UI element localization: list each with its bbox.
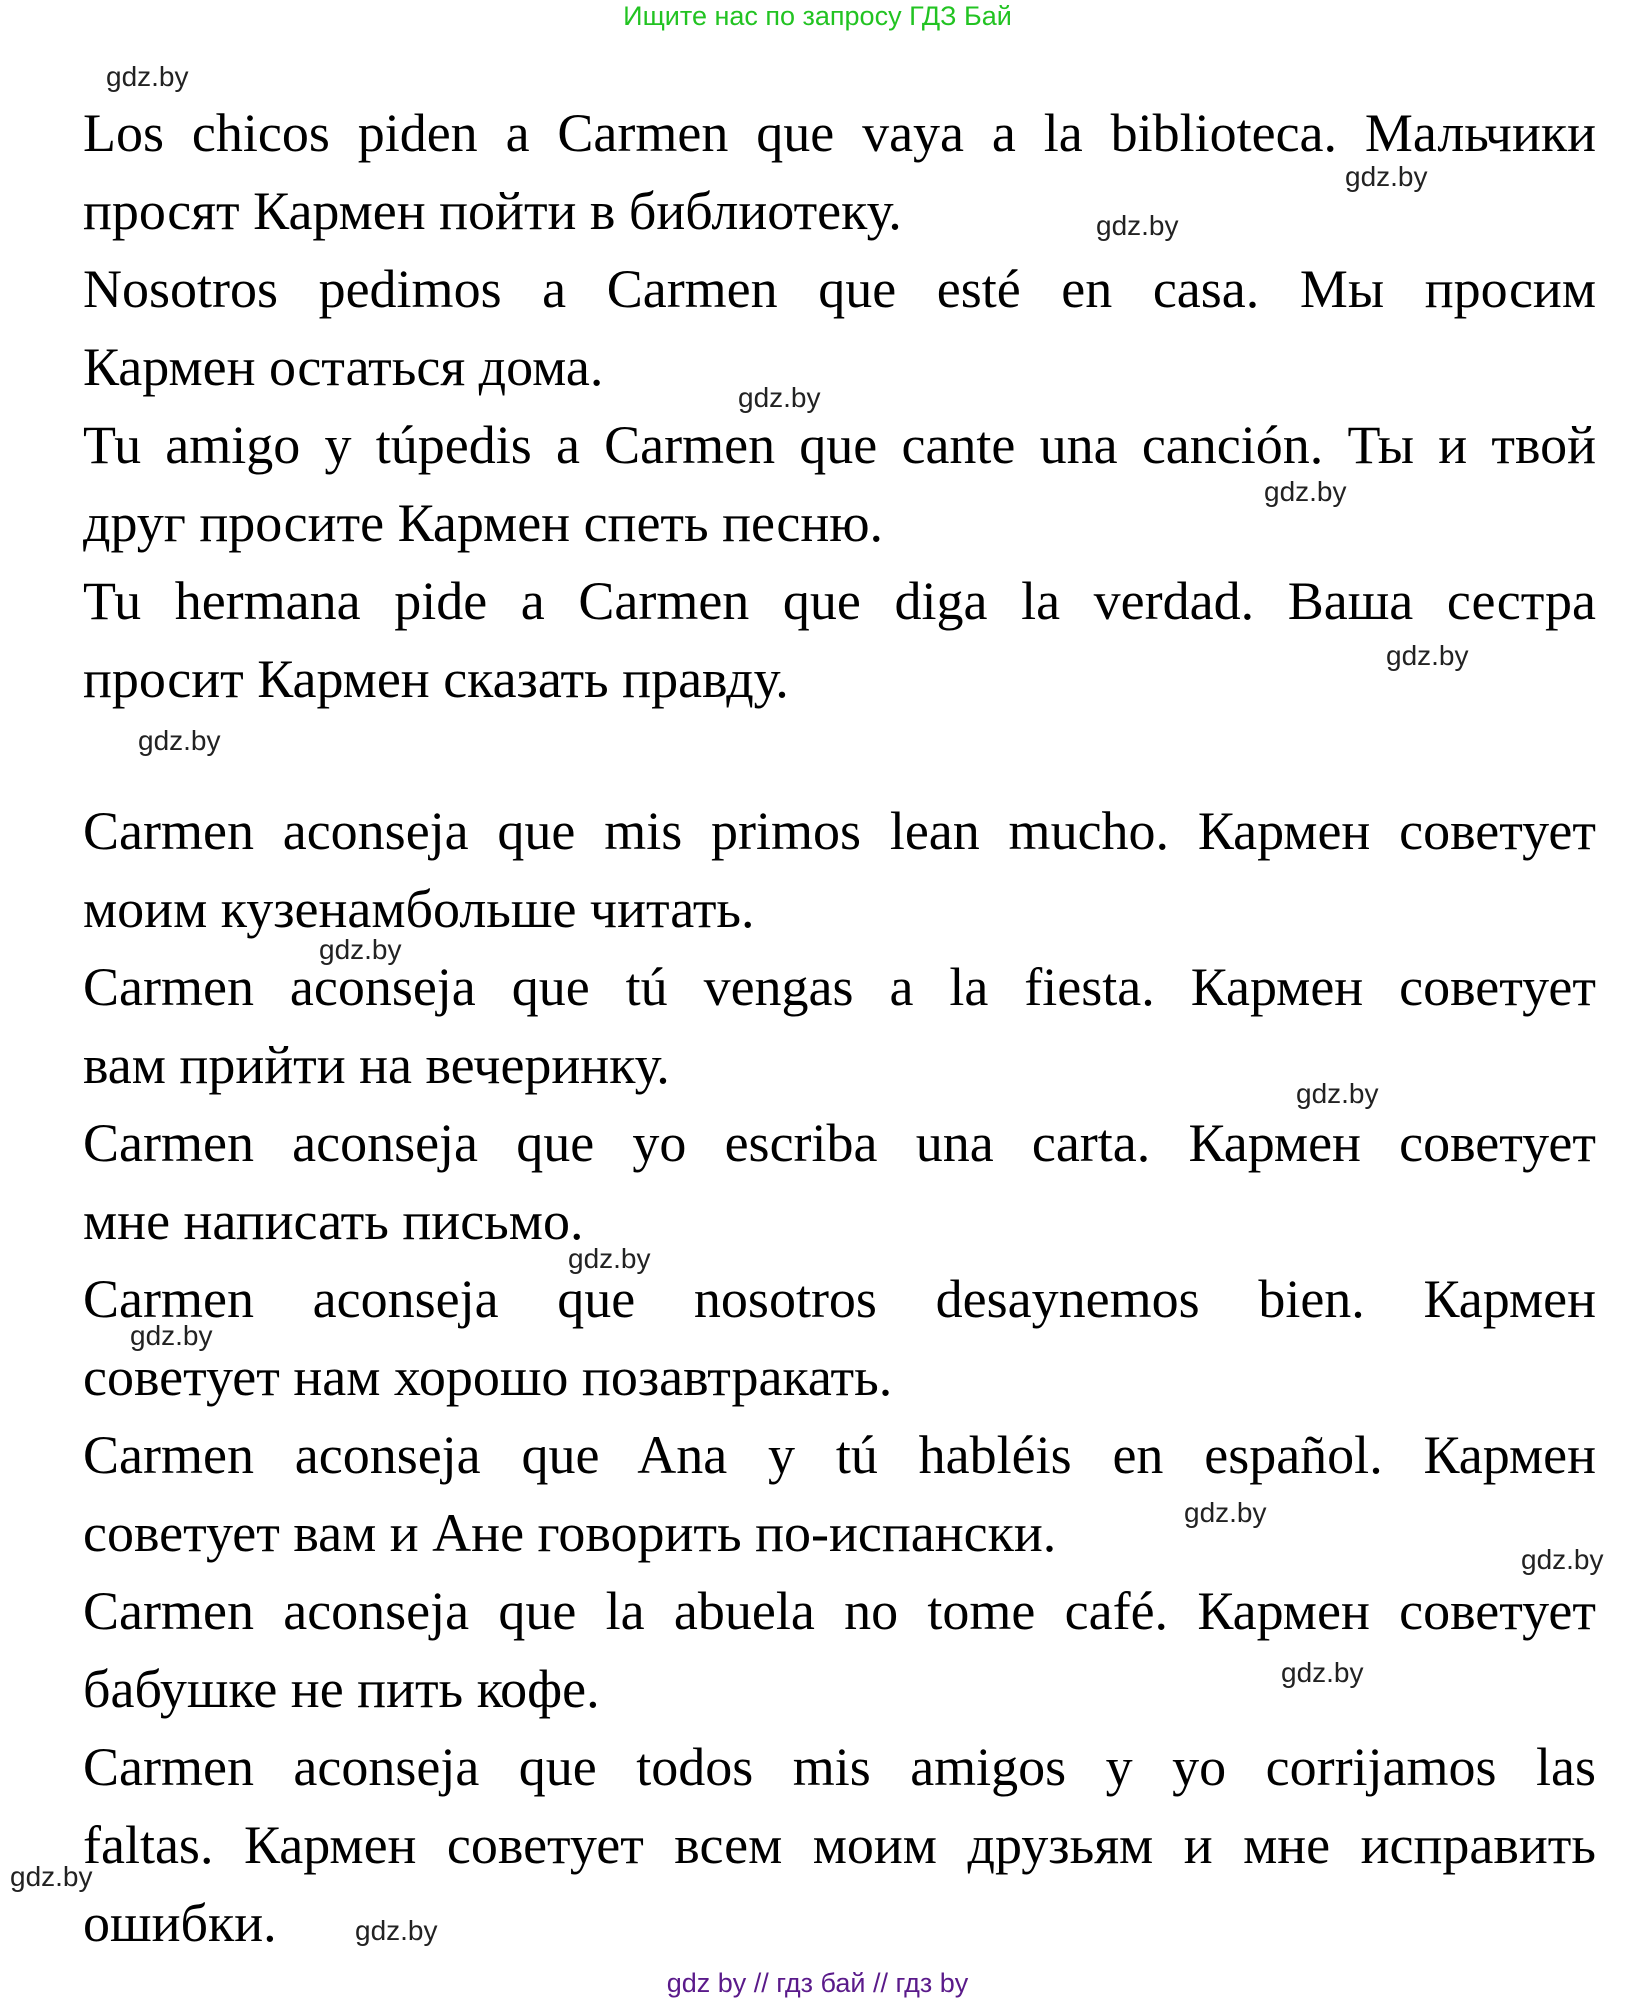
text-line: Кармен остаться дома. bbox=[83, 337, 604, 397]
watermark: gdz.by bbox=[738, 382, 821, 413]
text-line: Carmen aconseja que nosotros desaynemos bien. Кармен bbox=[83, 1269, 1596, 1329]
watermark: gdz.by bbox=[1184, 1497, 1267, 1528]
watermark: gdz.by bbox=[1296, 1078, 1379, 1109]
text-line: просит Кармен сказать правду. bbox=[83, 649, 789, 709]
watermark: gdz.by bbox=[1264, 476, 1347, 507]
watermark: gdz.by bbox=[10, 1861, 93, 1892]
watermark: gdz.by bbox=[355, 1915, 438, 1946]
text-line: моим кузенамбольше читать. bbox=[83, 879, 755, 939]
text-line: faltas. Кармен советует всем моим друзьям и мне исправить bbox=[83, 1815, 1596, 1875]
text-line: Carmen aconseja que mis primos lean mucho. Кармен советует bbox=[83, 801, 1596, 861]
text-line: Carmen aconseja que tú vengas a la fiesta. Кармен советует bbox=[83, 957, 1596, 1017]
watermark: gdz.by bbox=[106, 61, 189, 92]
text-line: бабушке не пить кофе. bbox=[83, 1659, 600, 1719]
text-line: Nosotros pedimos a Carmen que esté en casa. Мы просим bbox=[83, 259, 1596, 319]
text-line: Carmen aconseja que la abuela no tome café. Кармен советует bbox=[83, 1581, 1596, 1641]
watermark: gdz.by bbox=[1281, 1657, 1364, 1688]
text-line: советует нам хорошо позавтракать. bbox=[83, 1347, 893, 1407]
footer-links: gdz by // гдз бай // гдз by bbox=[666, 1968, 969, 1998]
text-line: советует вам и Ане говорить по-испански. bbox=[83, 1503, 1057, 1563]
text-line: Tu hermana pide a Carmen que diga la verdad. Ваша сестра bbox=[83, 571, 1596, 631]
watermark: gdz.by bbox=[1521, 1544, 1604, 1575]
text-line: Carmen aconseja que yo escriba una carta. Кармен советует bbox=[83, 1113, 1596, 1173]
text-line: мне написать письмо. bbox=[83, 1191, 584, 1251]
watermark: gdz.by bbox=[138, 725, 221, 756]
watermark: gdz.by bbox=[130, 1320, 213, 1351]
watermark: gdz.by bbox=[568, 1243, 651, 1274]
text-line: друг просите Кармен спеть песню. bbox=[83, 493, 884, 553]
watermark: gdz.by bbox=[1345, 161, 1428, 192]
text-line: Carmen aconseja que todos mis amigos y yo corrijamos las bbox=[83, 1737, 1596, 1797]
text-line: вам прийти на вечеринку. bbox=[83, 1035, 670, 1095]
text-block-advice bbox=[83, 792, 1596, 1962]
text-line: просят Кармен пойти в библиотеку. bbox=[83, 181, 902, 241]
watermark: gdz.by bbox=[1386, 640, 1469, 671]
text-line: Tu amigo y túpedis a Carmen que cante una canción. Ты и твой bbox=[83, 415, 1596, 475]
watermark: gdz.by bbox=[1096, 210, 1179, 241]
text-line: Los chicos piden a Carmen que vaya a la biblioteca. Мальчики bbox=[83, 103, 1596, 163]
text-line: Carmen aconseja que Ana y tú habléis en español. Кармен bbox=[83, 1425, 1596, 1485]
watermark: gdz.by bbox=[319, 934, 402, 965]
text-line: ошибки. bbox=[83, 1893, 277, 1953]
search-hint-header: Ищите нас по запросу ГДЗ Бай bbox=[623, 1, 1012, 31]
